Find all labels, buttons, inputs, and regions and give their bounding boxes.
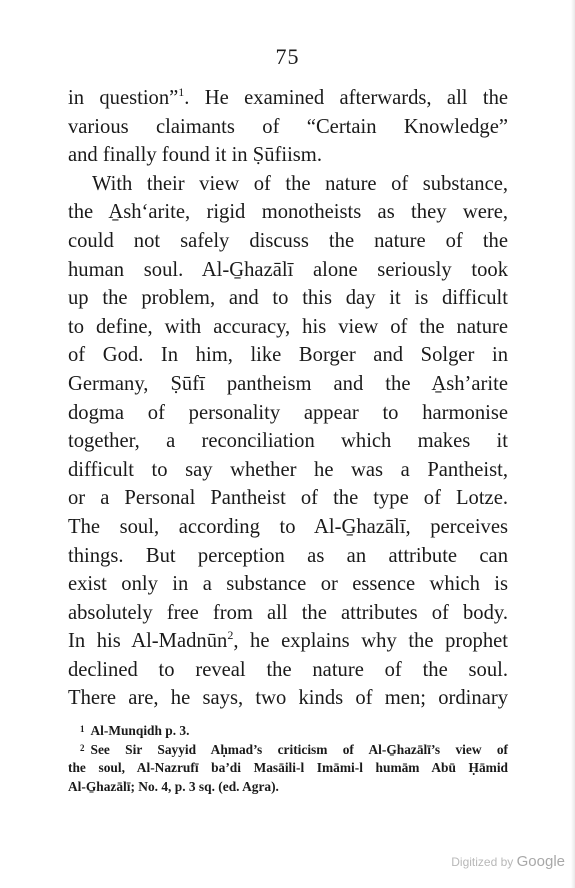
body-line-19: absolutely free from all the attributes of body.: [68, 601, 508, 624]
google-logo-text: Google: [516, 853, 565, 870]
body-line-5: the A̱sh‘arite, rigid monotheists as they were,: [68, 201, 508, 224]
body-line-8: up the problem, and to this day it is difficult: [68, 287, 508, 310]
digitized-watermark: Digitized by Google: [451, 853, 565, 870]
footnote-number: 2: [80, 743, 85, 753]
footnote-2-cont-2: Al-G̱hazālī; No. 4, p. 3 sq. (ed. Agra).: [68, 779, 279, 794]
body-line-2: various claimants of “Certain Knowledge”: [68, 115, 508, 138]
footnote-2-cont-1: the soul, Al-Nazrufī ba’di Masāili-l Imāmi-l humām Abū Ḥāmid: [68, 760, 508, 775]
body-line-16: The soul, according to Al-G̱hazālī, perceives: [68, 515, 508, 538]
body-line-10: of God. In him, like Borger and Solger in: [68, 344, 508, 367]
body-line-12: dogma of personality appear to harmonise: [68, 401, 508, 424]
footnote-1: $^1$ Al-Munqidh p. 3.: [80, 723, 190, 738]
body-line-4: With their view of the nature of substance,: [92, 172, 508, 195]
footnote-ref-1: 1: [178, 85, 185, 99]
body-line-22: There are, he says, two kinds of men; ordinary: [68, 687, 508, 710]
body-line-14: difficult to say whether he was a Pantheist,: [68, 458, 508, 481]
body-line-18: exist only in a substance or essence which is: [68, 573, 508, 596]
page-number: 75: [275, 44, 300, 69]
footnote-number: 1: [80, 724, 85, 734]
page-edge-shadow: [571, 0, 575, 888]
body-line-9: to define, with accuracy, his view of the nature: [68, 315, 508, 338]
body-line-13: together, a reconciliation which makes it: [68, 430, 508, 453]
body-line-21: declined to reveal the nature of the soul.: [68, 658, 508, 681]
body-line-3: and finally found it in Ṣūfiism.: [68, 144, 322, 167]
body-line-7: human soul. Al-G̱hazālī alone seriously took: [68, 258, 508, 281]
footnotes: [68, 720, 508, 796]
body-line-15: or a Personal Pantheist of the type of Lotze.: [68, 487, 508, 510]
body-line-11: Germany, Ṣūfī pantheism and the A̱sh’arite: [68, 372, 508, 395]
body-line-6: could not safely discuss the nature of the: [68, 229, 508, 252]
body-text: [68, 84, 508, 713]
body-line-20: In his Al-Madnūn$^2$, he explains why the prophet: [68, 628, 508, 653]
body-line-17: things. But perception as an attribute can: [68, 544, 508, 567]
body-line-1: in question”$^1$. He examined afterwards, all the: [68, 85, 509, 109]
footnote-2: $^2$ See Sir Sayyid Aḥmad’s criticism of Al-G̱hazālī’s view of: [80, 742, 508, 757]
footnote-ref-2: 2: [227, 628, 234, 643]
